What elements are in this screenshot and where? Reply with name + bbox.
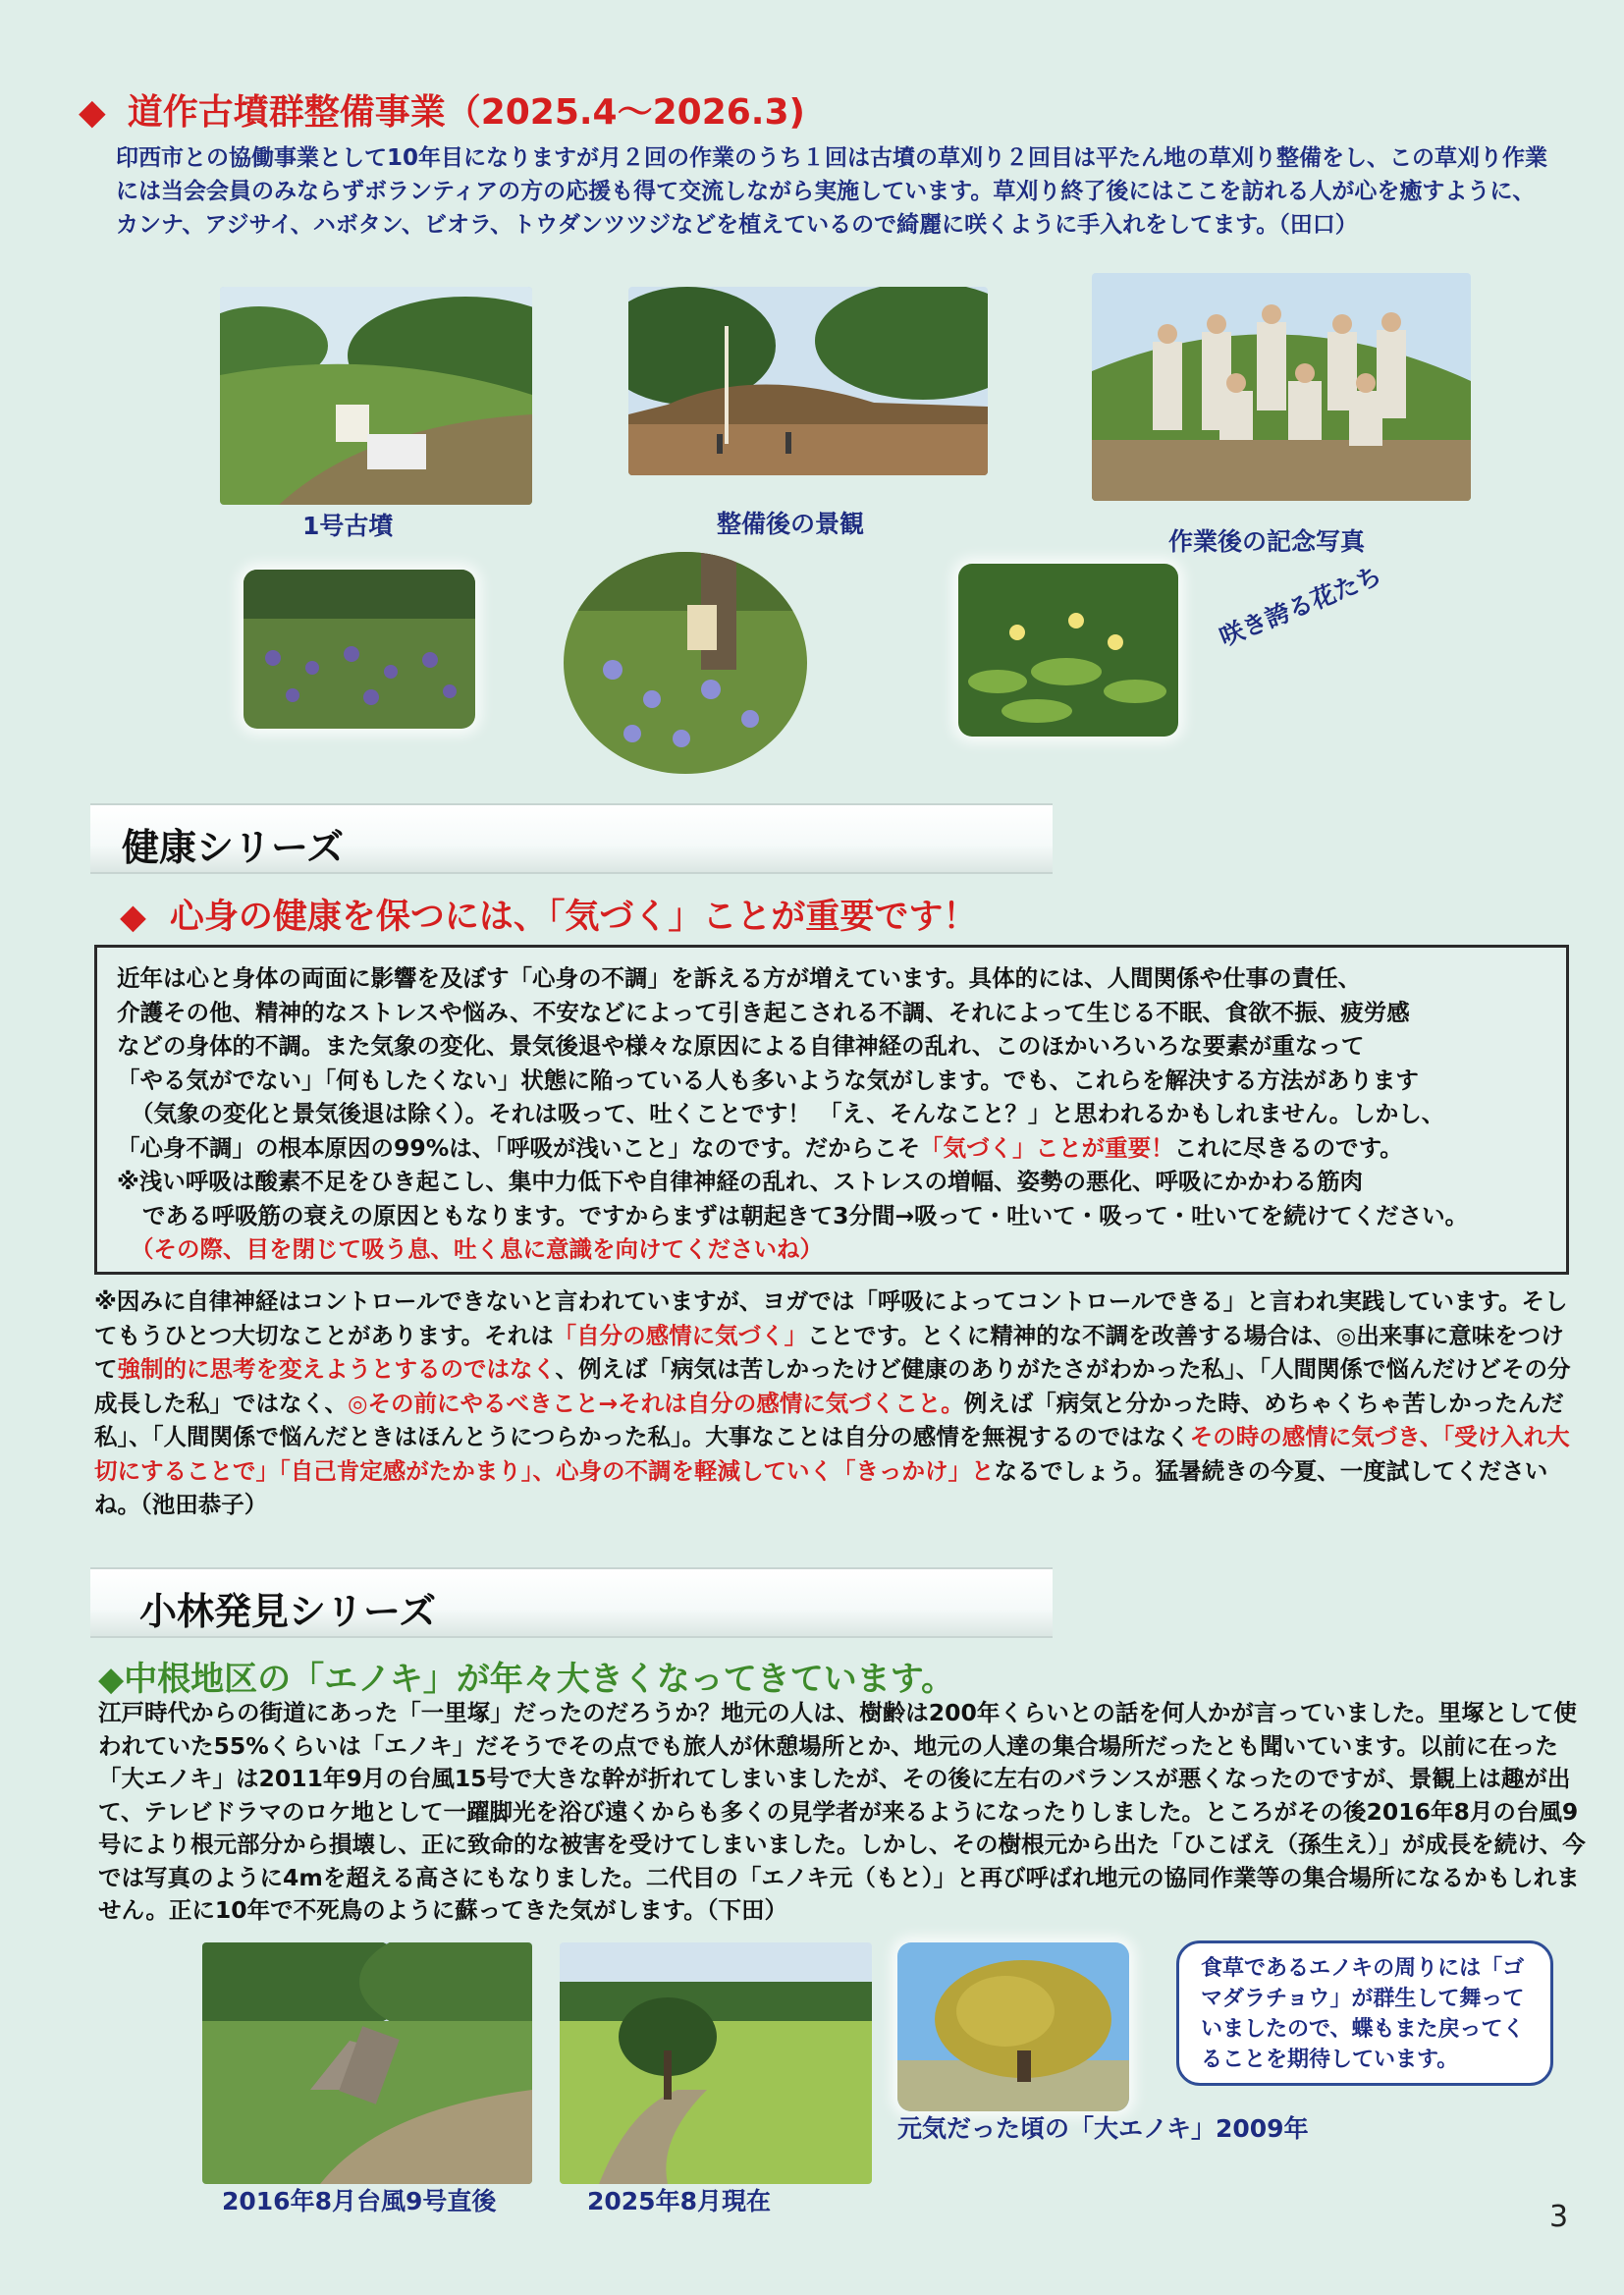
kofun-landscape-image <box>220 287 532 505</box>
canna-flowers-image <box>958 564 1178 737</box>
photo-kofun-1 <box>220 287 532 505</box>
diamond-icon: ◆ <box>120 898 146 937</box>
group-photo-image <box>1092 273 1471 501</box>
page-number: 3 <box>1549 2200 1569 2234</box>
caption-photo3: 作業後の記念写真 <box>1168 527 1366 556</box>
butterfly-note: 食草であるエノキの周りには「ゴマダラチョウ」が群生して舞っていましたので、蝶もまた戻ってくることを期待しています。 <box>1176 1940 1553 2086</box>
section-header-kobayashi: 小林発見シリーズ <box>90 1567 1053 1638</box>
section3-body: 江戸時代からの街道にあった「一里塚」だったのだろうか？地元の人は、樹齢は200年くらいとの話を何人かが言っていました。里塚として使われていた55%くらいは「エノキ」だそうでその点でも旅人が休憩場所とか、地元の人達の集合場所だったとも聞いています。以前に在った「大エノキ」は2011年9月の台風15号で大きな幹が折れてしまいましたが、その後に左右のバランスが悪くなったのですが、景観上は趣が出て、テレビドラマのロケ地として一躍脚光を浴び遠くからも多くの見学者が来るようになったりしました。ところがその後2016年8月の台風9号により根元部分から損壊し、正に致命的な被害を受けてしまいました。しかし、その樹根元から出た「ひこばえ（孫生え）」が成長を続け、今では写真のように4mを超える高さにもなりました。二代目の「エノキ元（もと）」と再び呼ばれ地元の協同作業等の集合場所になるかもしれません。正に10年で不死鳥のように蘇ってきた気がします。（下田） <box>98 1699 1586 1924</box>
photo-flowers-3 <box>958 564 1178 737</box>
section-header-health: 健康シリーズ <box>90 803 1053 874</box>
photo-flowers-2 <box>564 552 807 774</box>
health-paragraph: ※因みに自律神経はコントロールできないと言われていますが、ヨガでは「呼吸によってコントロールできる」と言われ実践しています。そしてもうひとつ大切なことがあります。それは「自分の感情に気づく」ことです。とくに精神的な不調を改善する場合は、◎出来事に意味をつけて強制的に思考を変えようとするのではなく、例えば「病気は苦しかったけど健康のありがたさがわかった私」、「人間関係で悩んだけどその分成長した私」ではなく、◎その前にやるべきこと→それは自分の感情に気づくこと。例えば「病気と分かった時、めちゃくちゃ苦しかったんだ私」、「人間関係で悩んだときはほんとうにつらかった私」。大事なことは自分の感情を無視するのではなくその時の感情に気づき、「受け入れ大切にすることで」「自己肯定感がたかまり」、心身の不調を軽減していく「きっかけ」となるでしょう。猛暑続きの今夏、一度試してくださいね。（池田恭子） <box>94 1287 1571 1518</box>
caption-2009: 元気だった頃の「大エノキ」2009年 <box>897 2114 1309 2143</box>
section2-subtitle: ◆ 心身の健康を保つには、「気づく」ことが重要です！ <box>120 898 978 937</box>
big-enoki-tree-image <box>897 1942 1129 2111</box>
landscape-image <box>628 287 988 475</box>
young-tree-image <box>560 1942 872 2184</box>
caption-2025: 2025年8月現在 <box>587 2187 771 2215</box>
caption-photo1: 1号古墳 <box>302 512 394 540</box>
caption-flowers: 咲き誇る花たち <box>1215 561 1386 652</box>
photo-landscape-after <box>628 287 988 475</box>
health-text-box: 近年は心と身体の両面に影響を及ぼす「心身の不調」を訴える方が増えています。具体的には、人間関係や仕事の責任、 介護その他、精神的なストレスや悩み、不安などによって引き起こされる不調、それによって生じる不眠、食欲不振、疲労感 などの身体的不調。また気象の変化、景気後退や様々な原因による自律神経の乱れ、このほかいろいろな要素が重なって 「やる気がでない」「何もしたくない」状態に陥っている人も多いような気がします。でも、これらを解決する方法があります （気象の変化と景気後退は除く）。それは吸って、吐くことです！ 「え、そんなこと？」と思われるかもしれません。しかし、 「心身不調」の根本原因の99%は、「呼吸が浅いこと」なのです。だからこそ「気づく」ことが重要！これに尽きるのです。 ※浅い呼吸は酸素不足をひき起こし、集中力低下や自律神経の乱れ、ストレスの増幅、姿勢の悪化、呼吸にかかわる筋肉 である呼吸筋の衰えの原因ともなります。ですからまずは朝起きて3分間→吸って・吐いて・吸って・吐いてを続けてください。 （その際、目を閉じて吸う息、吐く息に意識を向けてくださいね） <box>94 945 1569 1275</box>
photo-2016 <box>202 1942 532 2184</box>
iris-flowers-image <box>244 570 475 729</box>
photo-2009 <box>897 1942 1129 2111</box>
caption-2016: 2016年8月台風9号直後 <box>222 2187 497 2215</box>
broken-tree-image <box>202 1942 532 2184</box>
diamond-icon: ◆ <box>79 92 106 133</box>
agapanthus-flowers-image <box>564 552 807 774</box>
photo-group <box>1092 273 1471 501</box>
caption-photo2: 整備後の景観 <box>717 510 865 538</box>
photo-flowers-1 <box>244 570 475 729</box>
section1-title: ◆ 道作古墳群整備事業（2025.4～2026.3) <box>79 92 805 133</box>
section3-subtitle: ◆中根地区の「エノキ」が年々大きくなってきています。 <box>98 1660 955 1699</box>
photo-2025 <box>560 1942 872 2184</box>
section1-body: 印西市との協働事業として10年目になりますが月２回の作業のうち１回は古墳の草刈り２回目は平たん地の草刈り整備をし、この草刈り作業には当会会員のみならずボランティアの方の応援も得て交流しながら実施しています。草刈り終了後にはここを訪れる人が心を癒すように、カンナ、アジサイ、ハボタン、ビオラ、トウダンツツジなどを植えているので綺麗に咲くように手入れをしてます。（田口） <box>116 145 1548 238</box>
